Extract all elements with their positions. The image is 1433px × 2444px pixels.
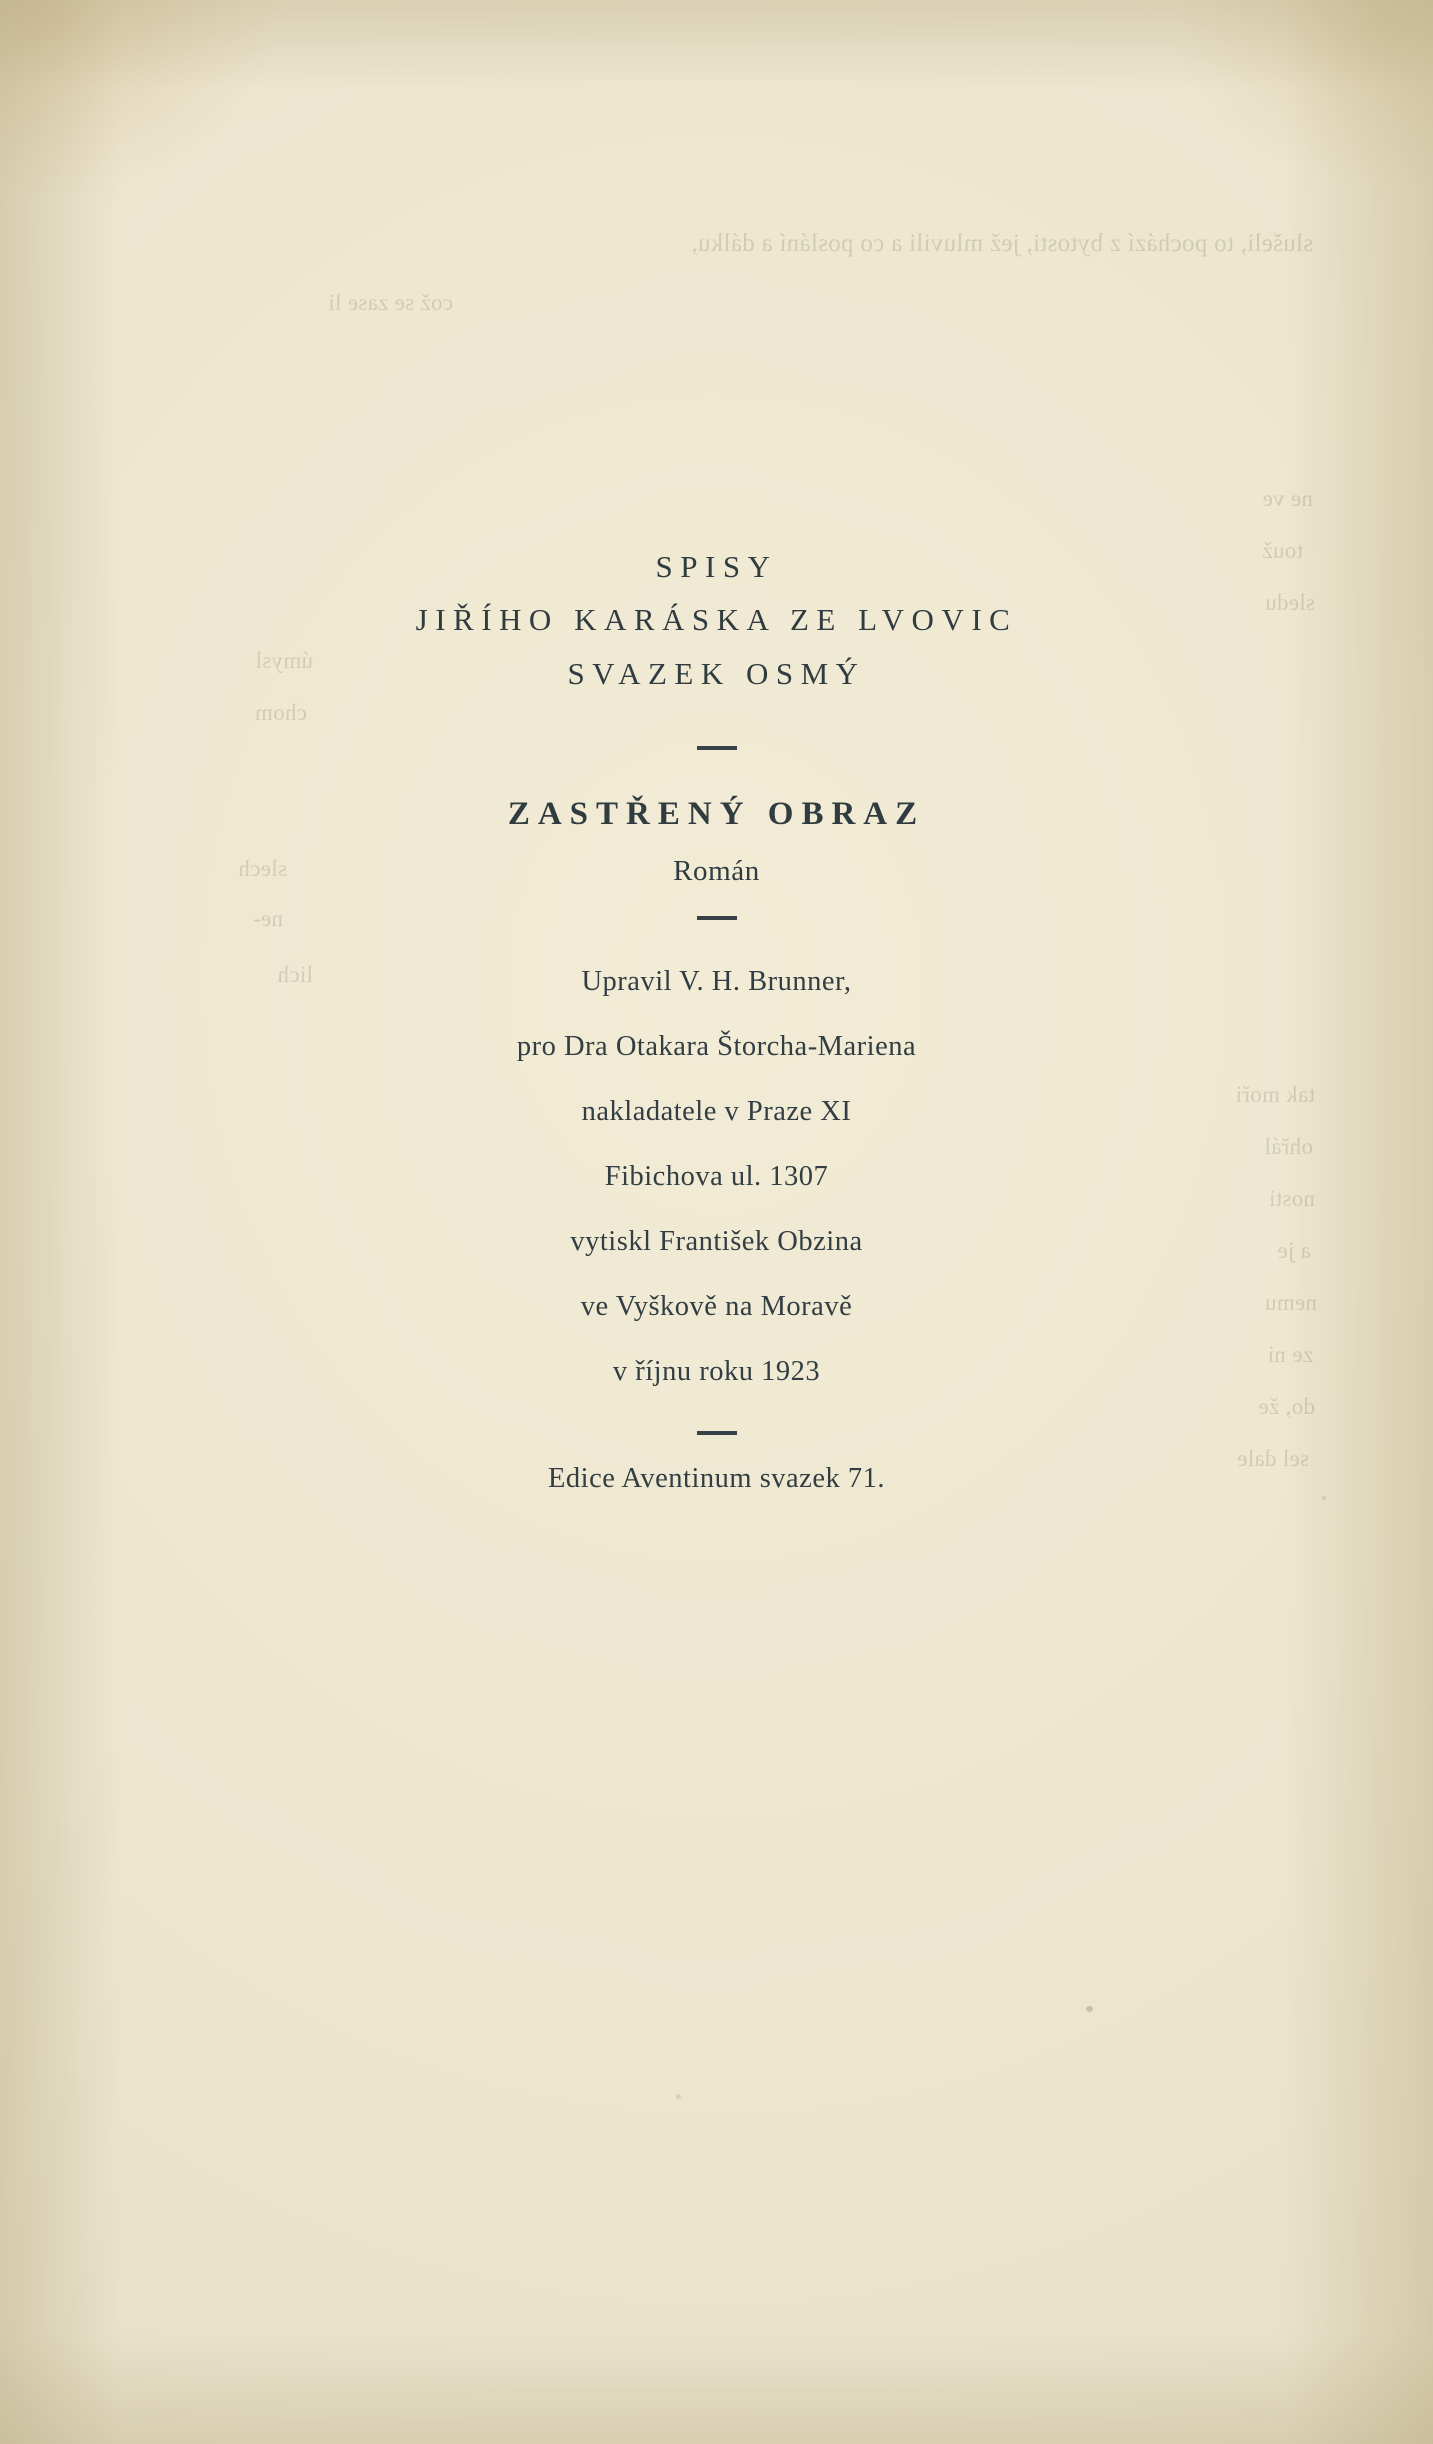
title-page	[0, 540, 1433, 1495]
imprint-line-printer-city: ve Vyškově na Moravě	[580, 1290, 853, 1322]
divider-rule-middle	[697, 916, 737, 920]
series-line-author: JIŘÍHO KARÁSKA ZE LVOVIC	[415, 602, 1018, 638]
imprint-line-street: Fibichova ul. 1307	[604, 1160, 829, 1192]
series-line-publisher-works: SPISY	[655, 549, 778, 584]
divider-rule-bottom	[697, 1431, 737, 1435]
edition-statement: Edice Aventinum svazek 71.	[548, 1462, 885, 1494]
imprint-statement	[0, 950, 1433, 1405]
book-title: ZASTŘENÝ OBRAZ	[507, 795, 926, 832]
imprint-line-publisher: pro Dra Otakara Štorcha-Mariena	[516, 1031, 917, 1063]
series-statement	[0, 540, 1433, 700]
imprint-line-designer: Upravil V. H. Brunner,	[581, 966, 852, 998]
imprint-line-publisher-city: nakladatele v Praze XI	[581, 1095, 852, 1127]
book-subtitle: Román	[673, 855, 760, 888]
divider-rule-top	[697, 746, 737, 750]
imprint-line-printer: vytiskl František Obzina	[570, 1225, 863, 1257]
series-line-volume: SVAZEK OSMÝ	[567, 655, 866, 691]
imprint-line-date: v říjnu roku 1923	[612, 1355, 821, 1387]
